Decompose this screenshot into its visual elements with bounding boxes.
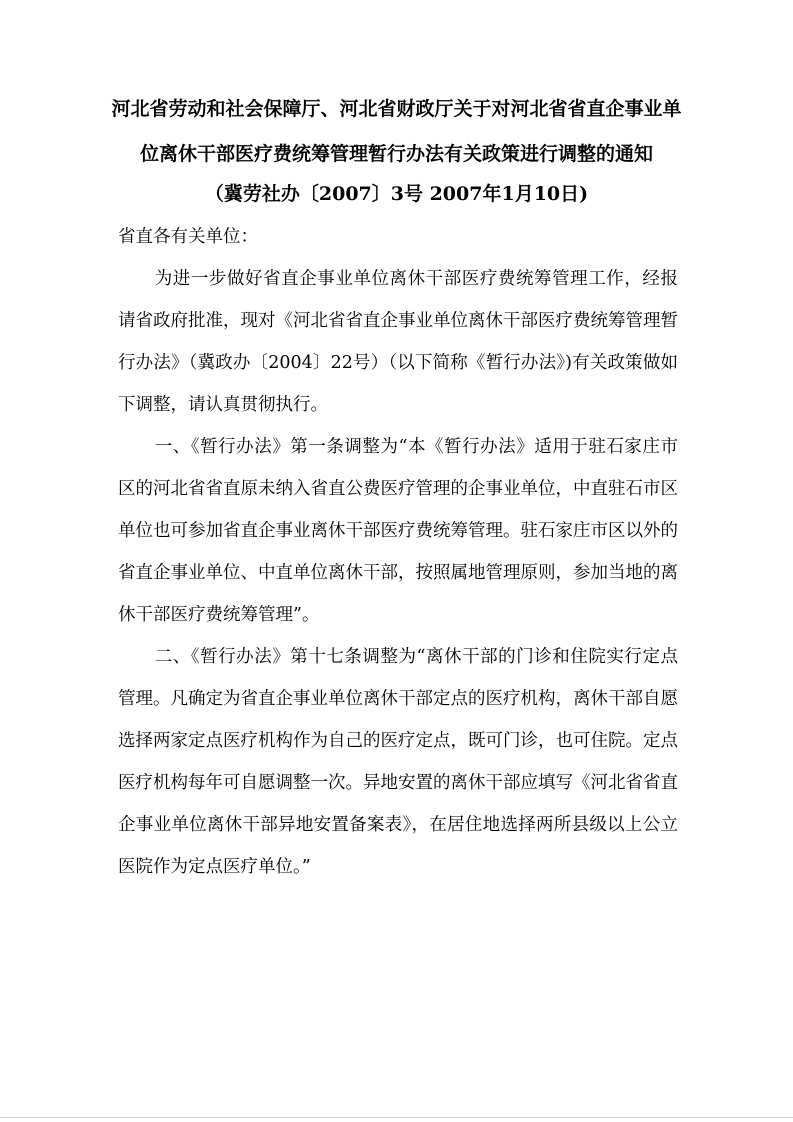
paragraph-article-seventeen: 二、《暂行办法》第十七条调整为“离休干部的门诊和住院实行定点管理。凡确定为省直企事业单位离休干部定点的医疗机构，离休干部自愿选择两家定点医疗机构作为自己的医疗定点，既可门诊，也可住院。定点医疗机构每年可自愿调整一次。异地安置的离休干部应填写《河北省省直企事业单位离休干部异地安置备案表》，在居住地选择两所县级以上公立医院作为定点医疗单位。”: [118, 647, 678, 877]
paragraph-intro: 为进一步做好省直企事业单位离休干部医疗费统筹管理工作，经报请省政府批准，现对《河北省省直企事业单位离休干部医疗费统筹管理暂行办法》（冀政办〔2004〕22号）（以下简称《暂行办法》)有关政策做如下调整，请认真贯彻执行。: [118, 269, 678, 415]
document-title-line-1: 河北省劳动和社会保障厅、河北省财政厅关于对河北省省直企事业单: [111, 98, 682, 120]
document-title-line-2: 位离休干部医疗费统筹管理暂行办法有关政策进行调整的通知: [139, 143, 653, 165]
paragraph-article-one: 一、《暂行办法》第一条调整为“本《暂行办法》适用于驻石家庄市区的河北省省直原未纳入省直公费医疗管理的企事业单位，中直驻石市区单位也可参加省直企事业离休干部医疗费统筹管理。驻石家庄市区以外的省直企事业单位、中直单位离休干部，按照属地管理原则，参加当地的离休干部医疗费统筹管理”。: [118, 437, 678, 625]
salutation: 省直各有关单位：: [118, 227, 258, 247]
page-bottom-divider: [0, 1117, 793, 1118]
document-reference-line: （冀劳社办〔2007〕3号 2007年1月10日): [204, 183, 589, 205]
